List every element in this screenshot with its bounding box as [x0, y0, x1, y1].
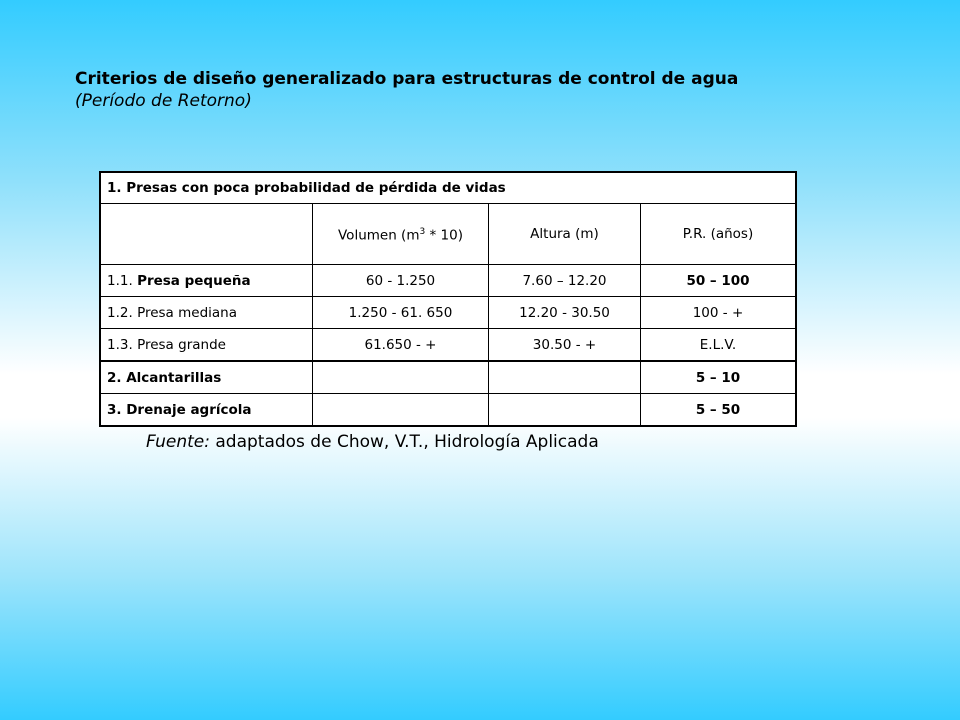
header-volume-sup: 3 [419, 226, 426, 237]
table-row [100, 361, 796, 394]
row-name-cell [100, 361, 313, 394]
row-name: Presa mediana [137, 304, 238, 321]
title-block [75, 68, 835, 112]
header-volume-prefix: Volumen (m [338, 227, 420, 244]
table-title-row [100, 172, 796, 204]
row-volume: 61.650 - + [313, 329, 489, 362]
row-volume [313, 361, 489, 394]
row-height [489, 394, 641, 427]
header-height: Altura (m) [489, 204, 641, 265]
header-return-period: P.R. (años) [641, 204, 797, 265]
table-row [100, 329, 796, 362]
page-subtitle: (Período de Retorno) [75, 91, 252, 111]
row-name-cell [100, 297, 313, 329]
row-prefix: 1.1. [107, 272, 138, 289]
row-name: Presa grande [137, 336, 226, 353]
row-name-cell [100, 329, 313, 362]
row-name: 3. Drenaje agrícola [107, 401, 252, 418]
row-period: E.L.V. [641, 329, 797, 362]
page-title: Criterios de diseño generalizado para estructuras de control de agua [75, 69, 739, 89]
row-period: 5 – 50 [641, 394, 797, 427]
row-height [489, 361, 641, 394]
row-name: Presa pequeña [137, 272, 251, 289]
design-criteria-table [99, 171, 797, 427]
row-period: 5 – 10 [641, 361, 797, 394]
source-text: adaptados de Chow, V.T., Hidrología Aplicada [209, 432, 599, 452]
table-row [100, 297, 796, 329]
row-name: 2. Alcantarillas [107, 369, 222, 386]
table-row [100, 394, 796, 427]
header-blank [100, 204, 313, 265]
row-volume: 1.250 - 61. 650 [313, 297, 489, 329]
row-height: 30.50 - + [489, 329, 641, 362]
table-header-row [100, 204, 796, 265]
row-prefix: 1.2. [107, 304, 138, 321]
header-volume-suffix: * 10) [425, 227, 463, 244]
row-height: 12.20 - 30.50 [489, 297, 641, 329]
row-height: 7.60 – 12.20 [489, 265, 641, 297]
source-note [146, 432, 599, 452]
row-name-cell [100, 394, 313, 427]
table-row [100, 265, 796, 297]
source-label: Fuente: [146, 432, 210, 452]
row-period: 100 - + [641, 297, 797, 329]
row-name-cell [100, 265, 313, 297]
table-section-title: 1. Presas con poca probabilidad de pérdida de vidas [100, 172, 796, 204]
row-prefix: 1.3. [107, 336, 138, 353]
row-volume: 60 - 1.250 [313, 265, 489, 297]
row-volume [313, 394, 489, 427]
row-period: 50 – 100 [641, 265, 797, 297]
header-volume [313, 204, 489, 265]
